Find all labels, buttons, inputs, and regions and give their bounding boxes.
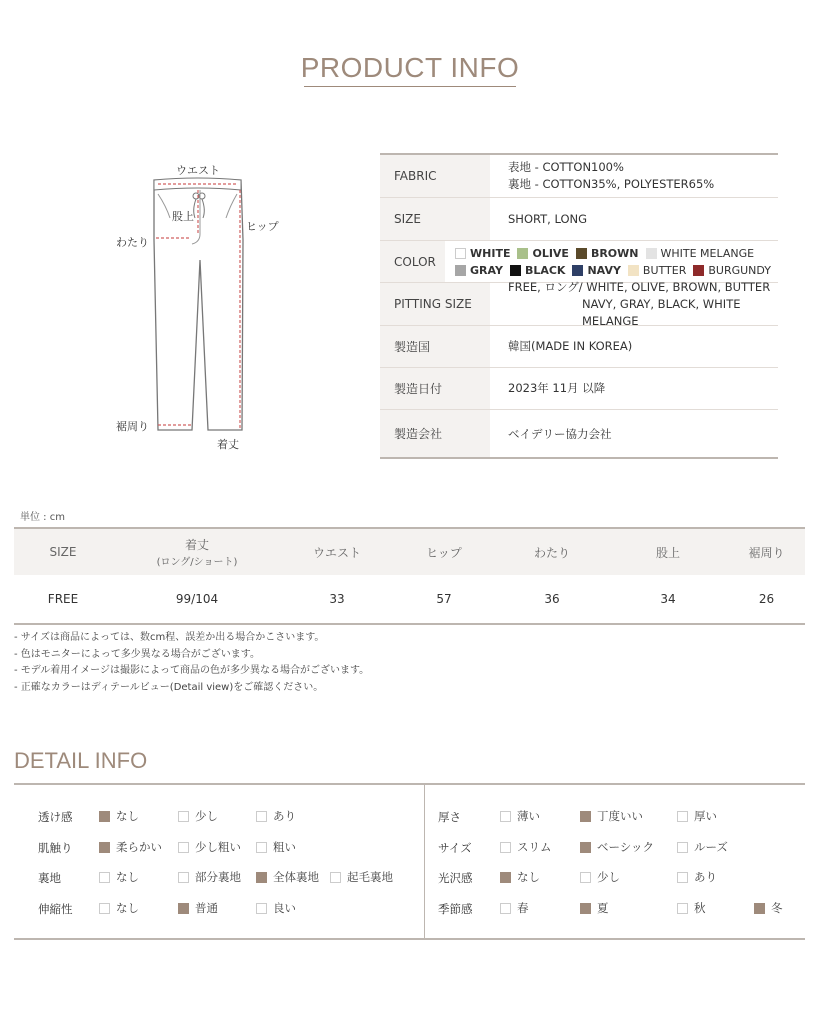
header-length-label: 着丈 xyxy=(184,538,209,552)
table-row xyxy=(14,575,805,623)
checkbox-checked-icon[interactable] xyxy=(580,842,591,853)
cell-rise: 34 xyxy=(660,592,676,606)
detail-option-label: なし xyxy=(116,809,139,823)
page-title: PRODUCT INFO xyxy=(300,52,520,83)
detail-key: 肌触り xyxy=(38,841,73,855)
checkbox-checked-icon[interactable] xyxy=(99,842,110,853)
detail-option-label: 普通 xyxy=(195,901,218,915)
detail-key: 光沢感 xyxy=(438,871,473,885)
cell-hem: 26 xyxy=(758,592,775,606)
unit-label: 単位 : cm xyxy=(20,512,65,523)
checkbox-empty-icon[interactable] xyxy=(99,872,110,883)
detail-option-label: 部分裏地 xyxy=(195,870,241,884)
detail-option[interactable] xyxy=(580,839,654,855)
note-line: - モデル着用イメージは撮影によって商品の色が多少異なる場合がございます。 xyxy=(14,665,370,676)
detail-option-label: 春 xyxy=(517,901,529,915)
detail-option-label: ベーシック xyxy=(597,840,655,854)
color-option-white xyxy=(455,245,510,262)
checkbox-empty-icon[interactable] xyxy=(256,842,267,853)
detail-option-label: 薄い xyxy=(517,809,540,823)
cell-hip: 57 xyxy=(436,592,452,606)
pitting-line2: NAVY, GRAY, BLACK, WHITE MELANGE xyxy=(582,296,741,328)
color-option-butter xyxy=(628,262,686,279)
detail-key: サイズ xyxy=(438,841,472,855)
detail-option-label: 柔らかい xyxy=(116,840,162,854)
header-thigh: わたり xyxy=(533,545,570,560)
header-rise: 股上 xyxy=(655,545,680,560)
checkbox-checked-icon[interactable] xyxy=(256,872,267,883)
detail-option-label: 少し粗い xyxy=(195,840,241,854)
header-size: SIZE xyxy=(49,545,77,559)
color-option-brown xyxy=(576,245,639,262)
detail-option[interactable] xyxy=(256,839,296,855)
checkbox-checked-icon[interactable] xyxy=(178,903,189,914)
fabric-key: FABRIC xyxy=(380,155,490,197)
cell-length: 99/104 xyxy=(175,592,219,606)
cell-thigh: 36 xyxy=(544,592,560,606)
detail-bottom-divider xyxy=(14,938,805,940)
color-swatch xyxy=(693,265,704,276)
cell-waist: 33 xyxy=(329,592,345,606)
detail-option[interactable] xyxy=(677,869,717,885)
color-option-burgundy xyxy=(693,262,771,279)
detail-option-label: 秋 xyxy=(694,901,706,915)
detail-key: 伸縮性 xyxy=(38,902,73,916)
origin-value: 韓国(MADE IN KOREA) xyxy=(508,339,633,353)
notes xyxy=(14,630,369,696)
detail-option-label: 少し xyxy=(597,870,620,884)
header-waist: ウエスト xyxy=(312,545,361,560)
color-swatch xyxy=(646,248,657,259)
color-swatch-row-1 xyxy=(455,245,778,262)
detail-option[interactable] xyxy=(500,808,540,824)
color-name: BURGUNDY xyxy=(708,263,771,277)
size-table xyxy=(14,527,805,625)
header-length-sub: (ロング/ショート) xyxy=(156,557,238,568)
checkbox-checked-icon[interactable] xyxy=(580,811,591,822)
color-option-black xyxy=(510,262,566,279)
date-value: 2023年 11月 以降 xyxy=(508,381,606,395)
color-option-gray xyxy=(455,262,503,279)
detail-option-label: ルーズ xyxy=(694,840,728,854)
size-key: SIZE xyxy=(380,198,490,240)
note-line: - 正確なカラーはディテールビュー(Detail view)をご確認ください。 xyxy=(14,681,324,693)
detail-option[interactable] xyxy=(500,900,529,916)
maker-key: 製造会社 xyxy=(380,410,490,457)
diagram-label-thigh: わたり xyxy=(116,236,149,249)
diagram-label-waist: ウエスト xyxy=(176,164,220,177)
header-hip: ヒップ xyxy=(426,545,462,560)
pants-illustration xyxy=(100,150,300,460)
detail-option-label: 良い xyxy=(273,901,296,915)
color-swatch xyxy=(576,248,587,259)
color-swatch xyxy=(517,248,528,259)
detail-option[interactable] xyxy=(754,900,783,916)
detail-option-label: 少し xyxy=(195,809,218,823)
diagram-label-length: 着丈 xyxy=(217,438,239,451)
row-date xyxy=(380,368,778,410)
origin-key: 製造国 xyxy=(380,326,490,367)
detail-key: 裏地 xyxy=(38,871,61,885)
detail-option[interactable] xyxy=(500,839,552,855)
detail-option-label: 夏 xyxy=(597,901,609,915)
row-origin xyxy=(380,326,778,368)
detail-option[interactable] xyxy=(178,900,218,916)
color-option-white-melange xyxy=(646,245,755,262)
diagram-label-hip: ヒップ xyxy=(246,220,279,233)
row-fabric xyxy=(380,155,778,198)
checkbox-empty-icon[interactable] xyxy=(256,811,267,822)
detail-option-label: 厚い xyxy=(694,809,717,823)
color-swatch-row-2 xyxy=(455,262,778,279)
color-name: BROWN xyxy=(590,246,639,260)
color-name: BLACK xyxy=(524,263,566,277)
diagram-label-rise: 股上 xyxy=(172,210,194,223)
detail-option[interactable] xyxy=(256,869,319,885)
detail-option[interactable] xyxy=(99,839,162,855)
detail-option-label: なし xyxy=(517,870,540,884)
row-size xyxy=(380,198,778,241)
product-info-table xyxy=(380,153,778,459)
checkbox-empty-icon[interactable] xyxy=(677,872,688,883)
detail-option[interactable] xyxy=(677,839,728,855)
detail-option-label: 丁度いい xyxy=(597,809,643,823)
checkbox-empty-icon[interactable] xyxy=(677,811,688,822)
maker-value: ベイデリー協力会社 xyxy=(508,427,612,441)
header-hem: 裾周り xyxy=(748,545,785,560)
color-name: WHITE MELANGE xyxy=(660,246,755,260)
detail-key: 季節感 xyxy=(438,902,473,916)
date-key: 製造日付 xyxy=(380,368,490,409)
detail-title: DETAIL INFO xyxy=(14,748,148,773)
detail-option[interactable] xyxy=(99,900,139,916)
color-name: WHITE xyxy=(470,246,511,260)
detail-option[interactable] xyxy=(178,808,218,824)
checkbox-checked-icon[interactable] xyxy=(500,872,511,883)
detail-option-label: なし xyxy=(116,870,139,884)
pitting-line1: FREE, ロング/ WHITE, OLIVE, BROWN, BUTTER xyxy=(508,279,771,294)
detail-option[interactable] xyxy=(580,900,609,916)
detail-option[interactable] xyxy=(256,808,296,824)
checkbox-empty-icon[interactable] xyxy=(677,903,688,914)
fabric-line2: 裏地 - COTTON35%, POLYESTER65% xyxy=(508,177,715,191)
header-length xyxy=(112,536,282,568)
detail-option[interactable] xyxy=(99,869,139,885)
detail-option[interactable] xyxy=(178,839,241,855)
color-name: NAVY xyxy=(587,263,621,277)
detail-option-label: なし xyxy=(116,901,139,915)
detail-center-divider xyxy=(424,785,425,938)
color-swatch xyxy=(572,265,583,276)
checkbox-empty-icon[interactable] xyxy=(500,903,511,914)
color-key: COLOR xyxy=(380,241,445,282)
row-maker xyxy=(380,410,778,457)
checkbox-empty-icon[interactable] xyxy=(580,872,591,883)
pitting-key: PITTING SIZE xyxy=(380,283,490,325)
detail-option[interactable] xyxy=(330,869,393,885)
detail-key: 厚さ xyxy=(438,810,461,824)
color-swatch xyxy=(510,265,521,276)
detail-option-label: あり xyxy=(694,870,717,884)
size-value: SHORT, LONG xyxy=(508,211,588,226)
color-name: GRAY xyxy=(470,263,503,277)
color-name: OLIVE xyxy=(532,246,569,260)
color-name: BUTTER xyxy=(642,263,687,277)
detail-option[interactable] xyxy=(500,869,540,885)
note-line: - 色はモニターによって多少異なる場合がございます。 xyxy=(14,648,260,660)
detail-option[interactable] xyxy=(677,900,706,916)
detail-option-label: 起毛裏地 xyxy=(347,870,393,884)
detail-option[interactable] xyxy=(580,869,620,885)
checkbox-empty-icon[interactable] xyxy=(330,872,341,883)
size-diagram xyxy=(100,150,300,460)
checkbox-empty-icon[interactable] xyxy=(677,842,688,853)
color-option-navy xyxy=(572,262,620,279)
checkbox-empty-icon[interactable] xyxy=(178,872,189,883)
size-table-header xyxy=(14,529,805,575)
detail-option[interactable] xyxy=(677,808,717,824)
detail-option-label: あり xyxy=(273,809,296,823)
row-pitting xyxy=(380,279,778,328)
checkbox-empty-icon[interactable] xyxy=(500,842,511,853)
title-underline xyxy=(304,86,516,87)
detail-top-divider xyxy=(14,783,805,785)
checkbox-empty-icon[interactable] xyxy=(178,842,189,853)
detail-key: 透け感 xyxy=(38,810,73,824)
color-swatch xyxy=(455,248,466,259)
detail-option[interactable] xyxy=(580,808,643,824)
checkbox-empty-icon[interactable] xyxy=(99,903,110,914)
checkbox-empty-icon[interactable] xyxy=(178,811,189,822)
color-option-olive xyxy=(517,245,568,262)
fabric-line1: 表地 - COTTON100% xyxy=(508,160,624,174)
checkbox-checked-icon[interactable] xyxy=(99,811,110,822)
detail-option[interactable] xyxy=(256,900,296,916)
note-line: - サイズは商品によっては、数cm程、誤差か出る場合かこさいます。 xyxy=(14,632,325,643)
cell-size: FREE xyxy=(47,592,79,606)
detail-option-label: 全体裏地 xyxy=(273,870,319,884)
detail-option[interactable] xyxy=(99,808,139,824)
detail-option[interactable] xyxy=(178,869,241,885)
color-swatch xyxy=(628,265,639,276)
color-swatch xyxy=(455,265,466,276)
checkbox-checked-icon[interactable] xyxy=(580,903,591,914)
detail-option-label: 粗い xyxy=(273,840,296,854)
detail-option-label: スリム xyxy=(517,840,552,854)
row-color xyxy=(380,241,778,283)
diagram-label-hem: 裾周り xyxy=(116,420,149,433)
checkbox-empty-icon[interactable] xyxy=(500,811,511,822)
detail-option-label: 冬 xyxy=(771,901,783,915)
checkbox-empty-icon[interactable] xyxy=(256,903,267,914)
checkbox-checked-icon[interactable] xyxy=(754,903,765,914)
